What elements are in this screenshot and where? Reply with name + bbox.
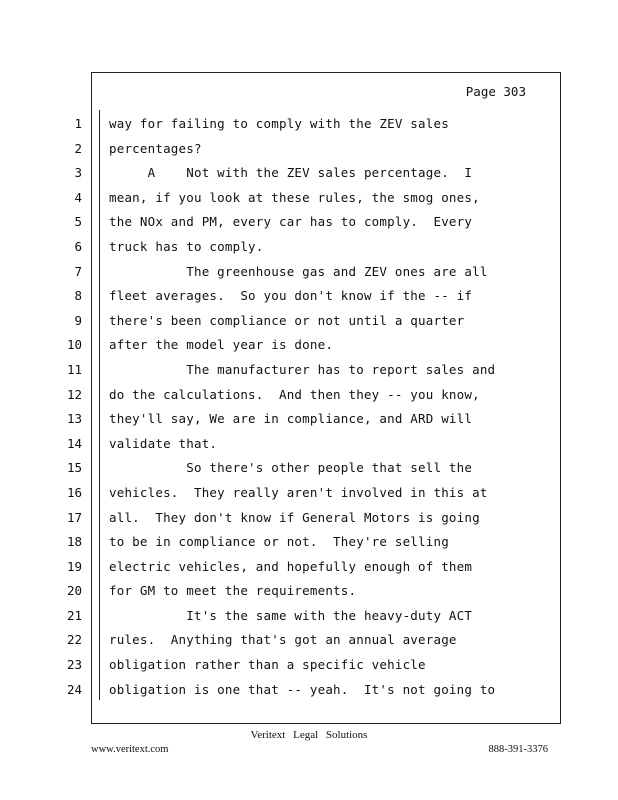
line-number: 8 [74, 288, 82, 304]
transcript-line: obligation rather than a specific vehicle [109, 657, 426, 673]
line-number: 10 [66, 337, 82, 353]
line-number: 21 [66, 607, 82, 623]
transcript-line: vehicles. They really aren't involved in this at [109, 484, 488, 500]
line-number: 5 [74, 214, 82, 230]
transcript-line: do the calculations. And then they -- you know, [109, 386, 480, 402]
transcript-line: obligation is one that -- yeah. It's not going to [109, 681, 496, 697]
transcript-line: It's the same with the heavy-duty ACT [109, 607, 473, 623]
line-number: 6 [74, 238, 82, 254]
transcript-line: truck has to comply. [109, 238, 264, 254]
transcript-line: to be in compliance or not. They're selling [109, 534, 449, 550]
transcript-line: the NOx and PM, every car has to comply. Every [109, 214, 473, 230]
line-number: 3 [74, 165, 82, 181]
line-number: 23 [66, 657, 82, 673]
transcript-line: they'll say, We are in compliance, and ARD will [109, 411, 473, 427]
line-number: 19 [66, 558, 82, 574]
footer-phone: 888-391-3376 [488, 744, 548, 755]
line-number: 15 [66, 460, 82, 476]
line-number-column [62, 112, 82, 702]
line-number: 20 [66, 583, 82, 599]
transcript-line: after the model year is done. [109, 337, 334, 353]
transcript-line: there's been compliance or not until a quarter [109, 312, 465, 328]
line-number: 22 [66, 632, 82, 648]
transcript-line: fleet averages. So you don't know if the -- if [109, 288, 473, 304]
line-number: 13 [66, 411, 82, 427]
line-number: 24 [66, 681, 82, 697]
transcript-body [109, 112, 554, 702]
transcript-line: way for failing to comply with the ZEV sales [109, 116, 449, 131]
transcript-line: for GM to meet the requirements. [109, 583, 357, 599]
line-number: 4 [74, 189, 82, 205]
line-number: 18 [66, 534, 82, 550]
transcript-line: electric vehicles, and hopefully enough of them [109, 558, 473, 574]
line-number: 16 [66, 484, 82, 500]
transcript-line: all. They don't know if General Motors is going [109, 509, 480, 525]
line-number: 1 [74, 116, 82, 131]
transcript-line: The manufacturer has to report sales and [109, 361, 496, 377]
transcript-line: percentages? [109, 140, 202, 156]
line-number: 9 [74, 312, 82, 328]
page-number: Page 303 [465, 84, 526, 99]
transcript-line: So there's other people that sell the [109, 460, 473, 476]
line-number: 11 [66, 361, 82, 377]
transcript-line: mean, if you look at these rules, the smog ones, [109, 189, 480, 205]
line-number: 14 [66, 435, 82, 451]
footer-website: www.veritext.com [91, 744, 169, 755]
transcript-line: rules. Anything that's got an annual average [109, 632, 457, 648]
footer-company: Veritext Legal Solutions [250, 729, 368, 741]
line-number: 17 [66, 509, 82, 525]
transcript-line: validate that. [109, 435, 218, 451]
line-number: 2 [74, 140, 82, 156]
transcript-line: The greenhouse gas and ZEV ones are all [109, 263, 488, 279]
line-number: 7 [74, 263, 82, 279]
line-number: 12 [66, 386, 82, 402]
transcript-line: A Not with the ZEV sales percentage. I [109, 165, 473, 181]
margin-rule [99, 110, 100, 700]
